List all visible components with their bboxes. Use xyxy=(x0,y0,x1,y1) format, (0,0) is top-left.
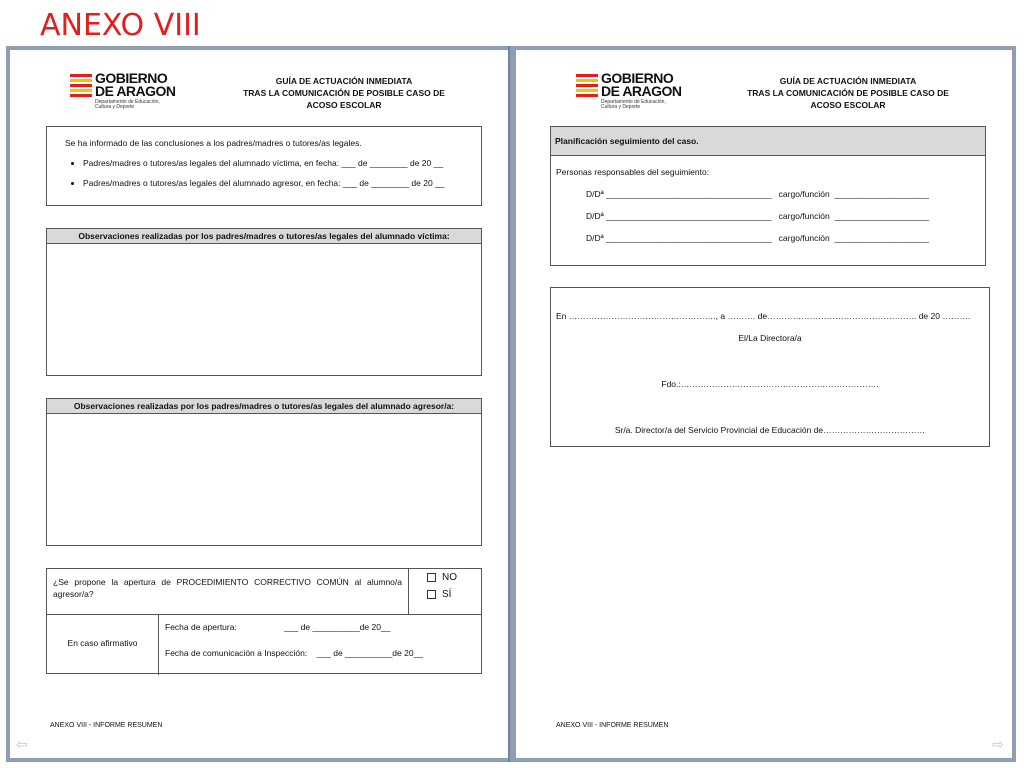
gobierno-aragon-logo xyxy=(576,72,686,112)
observations-victim-box xyxy=(46,228,482,376)
procedure-options xyxy=(409,569,481,615)
gobierno-aragon-logo xyxy=(70,72,180,112)
notification-victim: • Padres/madres o tutores/as legales del alumnado víctima, en fecha: ___ de ________ de 20 __ xyxy=(83,157,481,169)
observations-victim-header: Observaciones realizadas por los padres/madres o tutores/as legales del alumnado víctima: xyxy=(47,229,481,244)
logo-sub1: Departamento de Educación, xyxy=(95,99,160,105)
responsible-row: D/Dª ___________________________________ cargo/función ____________________ xyxy=(586,233,929,243)
follow-up-plan-box xyxy=(550,126,986,266)
page-separator xyxy=(508,46,510,762)
guide-title-line2: TRAS LA COMUNICACIÓN DE POSIBLE CASO DE xyxy=(243,88,445,98)
guide-title xyxy=(738,75,958,111)
page-right xyxy=(516,50,1012,758)
guide-title-line1: GUÍA DE ACTUACIÓN INMEDIATA xyxy=(275,76,413,86)
procedure-question: ¿Se propone la apertura de PROCEDIMIENTO CORRECTIVO COMÚN al alumno/a agresor/a? xyxy=(47,569,409,615)
checkbox-icon[interactable] xyxy=(427,590,436,599)
procedure-dates xyxy=(165,621,423,673)
prev-page-arrow-icon[interactable]: ⇦ xyxy=(16,736,28,752)
next-page-arrow-icon[interactable]: ⇨ xyxy=(992,736,1004,752)
guide-title xyxy=(234,75,454,111)
procedure-box xyxy=(46,568,482,674)
inspection-date: Fecha de comunicación a Inspección: ___ de __________de 20__ xyxy=(165,648,424,658)
option-si[interactable] xyxy=(427,589,463,601)
responsible-row: D/Dª ___________________________________ cargo/función ____________________ xyxy=(586,189,929,199)
document-viewer xyxy=(6,46,1016,762)
page-left xyxy=(10,50,508,758)
signature-box xyxy=(550,287,990,447)
observations-aggressor-header: Observaciones realizadas por los padres/madres o tutores/as legales del alumnado agresor/a: xyxy=(47,399,481,414)
slide-title: ANEXO VIII xyxy=(40,8,201,43)
director-role: El/La Directora/a xyxy=(738,333,802,343)
guide-title-line3: ACOSO ESCOLAR xyxy=(306,100,382,110)
observations-aggressor-box xyxy=(46,398,482,546)
notification-intro: Se ha informado de las conclusiones a los padres/madres o tutores/as legales. xyxy=(65,138,362,148)
addressee-line: Sr/a. Director/a del Servicio Provincial de Educación de……………………………… xyxy=(614,425,926,435)
page-footer: ANEXO VIII - INFORME RESUMEN xyxy=(556,722,669,729)
guide-title-line1: GUÍA DE ACTUACIÓN INMEDIATA xyxy=(779,76,917,86)
option-si-label: SÍ xyxy=(442,589,452,600)
follow-up-plan-header: Planificación seguimiento del caso. xyxy=(551,127,985,156)
responsible-persons-label: Personas responsables del seguimiento: xyxy=(556,167,710,177)
logo-sub2: Cultura y Deporte xyxy=(95,104,135,110)
logo-line2: DE ARAGON xyxy=(601,83,682,99)
guide-title-line2: TRAS LA COMUNICACIÓN DE POSIBLE CASO DE xyxy=(747,88,949,98)
guide-title-line3: ACOSO ESCOLAR xyxy=(810,100,886,110)
logo-sub1: Departamento de Educación, xyxy=(601,99,666,105)
opening-date: Fecha de apertura: ___ de __________de 20__ xyxy=(165,622,391,632)
option-no[interactable] xyxy=(427,572,463,584)
logo-line2: DE ARAGON xyxy=(95,83,176,99)
notification-aggressor: • Padres/madres o tutores/as legales del alumnado agresor, en fecha: ___ de ________ de 20 __ xyxy=(83,177,481,189)
logo-line1: GOBIERNO xyxy=(95,70,168,86)
place-date-line: En ……………………………………………., a ………. de…………………………………………….. de 20 ………. xyxy=(556,311,971,321)
logo-line1: GOBIERNO xyxy=(601,70,674,86)
responsible-row: D/Dª ___________________________________ cargo/función ____________________ xyxy=(586,211,929,221)
affirmative-label: En caso afirmativo xyxy=(47,615,159,675)
checkbox-icon[interactable] xyxy=(427,573,436,582)
logo-sub2: Cultura y Deporte xyxy=(601,104,641,110)
page-footer: ANEXO VIII - INFORME RESUMEN xyxy=(50,722,163,729)
option-no-label: NO xyxy=(442,572,457,583)
aragon-flag-icon xyxy=(70,74,92,100)
notification-box xyxy=(46,126,482,206)
signature-line: Fdo.:……………………………………………………………. xyxy=(661,379,879,389)
aragon-flag-icon xyxy=(576,74,598,100)
